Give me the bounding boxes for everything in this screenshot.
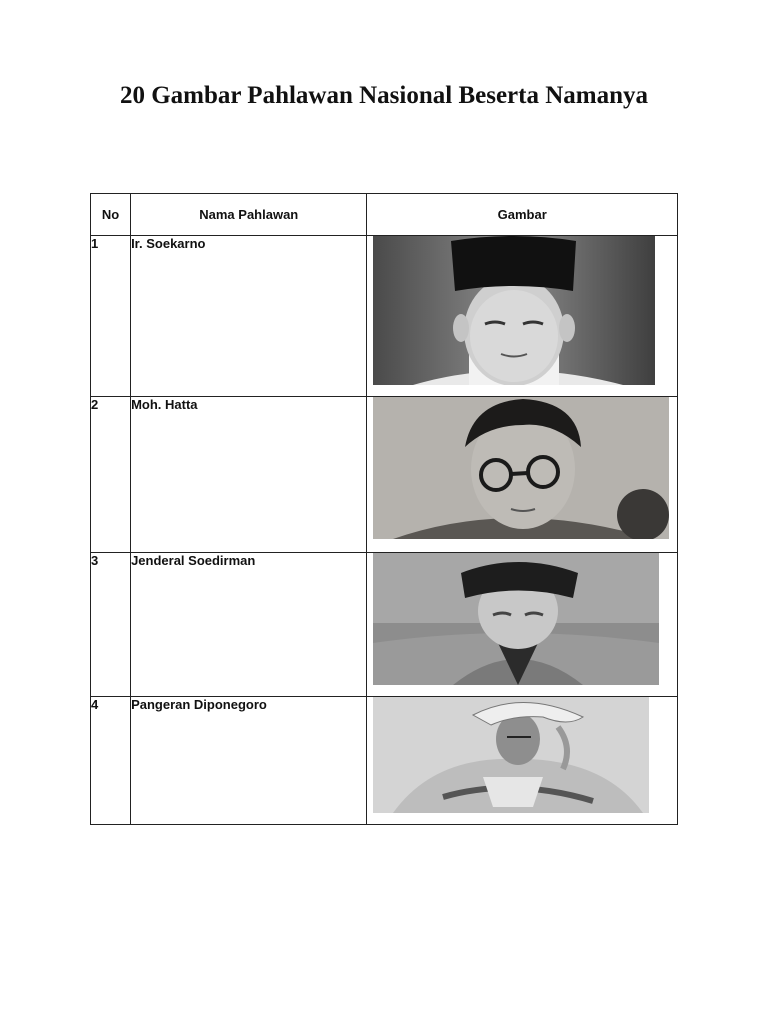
hero-image-cell — [367, 397, 678, 553]
table-header-row — [91, 194, 678, 236]
heroes-table — [90, 193, 678, 825]
table-row — [91, 553, 678, 697]
hero-image-cell — [367, 553, 678, 697]
hero-name: Ir. Soekarno — [131, 236, 367, 397]
header-name: Nama Pahlawan — [131, 194, 367, 236]
row-number: 4 — [91, 697, 131, 825]
portrait-soedirman — [373, 553, 659, 685]
hero-name: Moh. Hatta — [131, 397, 367, 553]
hero-image-cell — [367, 236, 678, 397]
header-image: Gambar — [367, 194, 678, 236]
portrait-diponegoro — [373, 697, 649, 813]
table-row — [91, 397, 678, 553]
hero-name: Pangeran Diponegoro — [131, 697, 367, 825]
row-number: 1 — [91, 236, 131, 397]
table-row — [91, 697, 678, 825]
row-number: 3 — [91, 553, 131, 697]
hero-name: Jenderal Soedirman — [131, 553, 367, 697]
portrait-hatta — [373, 397, 669, 539]
table-row — [91, 236, 678, 397]
document-title: 20 Gambar Pahlawan Nasional Beserta Namanya — [119, 82, 649, 109]
row-number: 2 — [91, 397, 131, 553]
header-no: No — [91, 194, 131, 236]
portrait-soekarno — [373, 236, 655, 385]
hero-image-cell — [367, 697, 678, 825]
